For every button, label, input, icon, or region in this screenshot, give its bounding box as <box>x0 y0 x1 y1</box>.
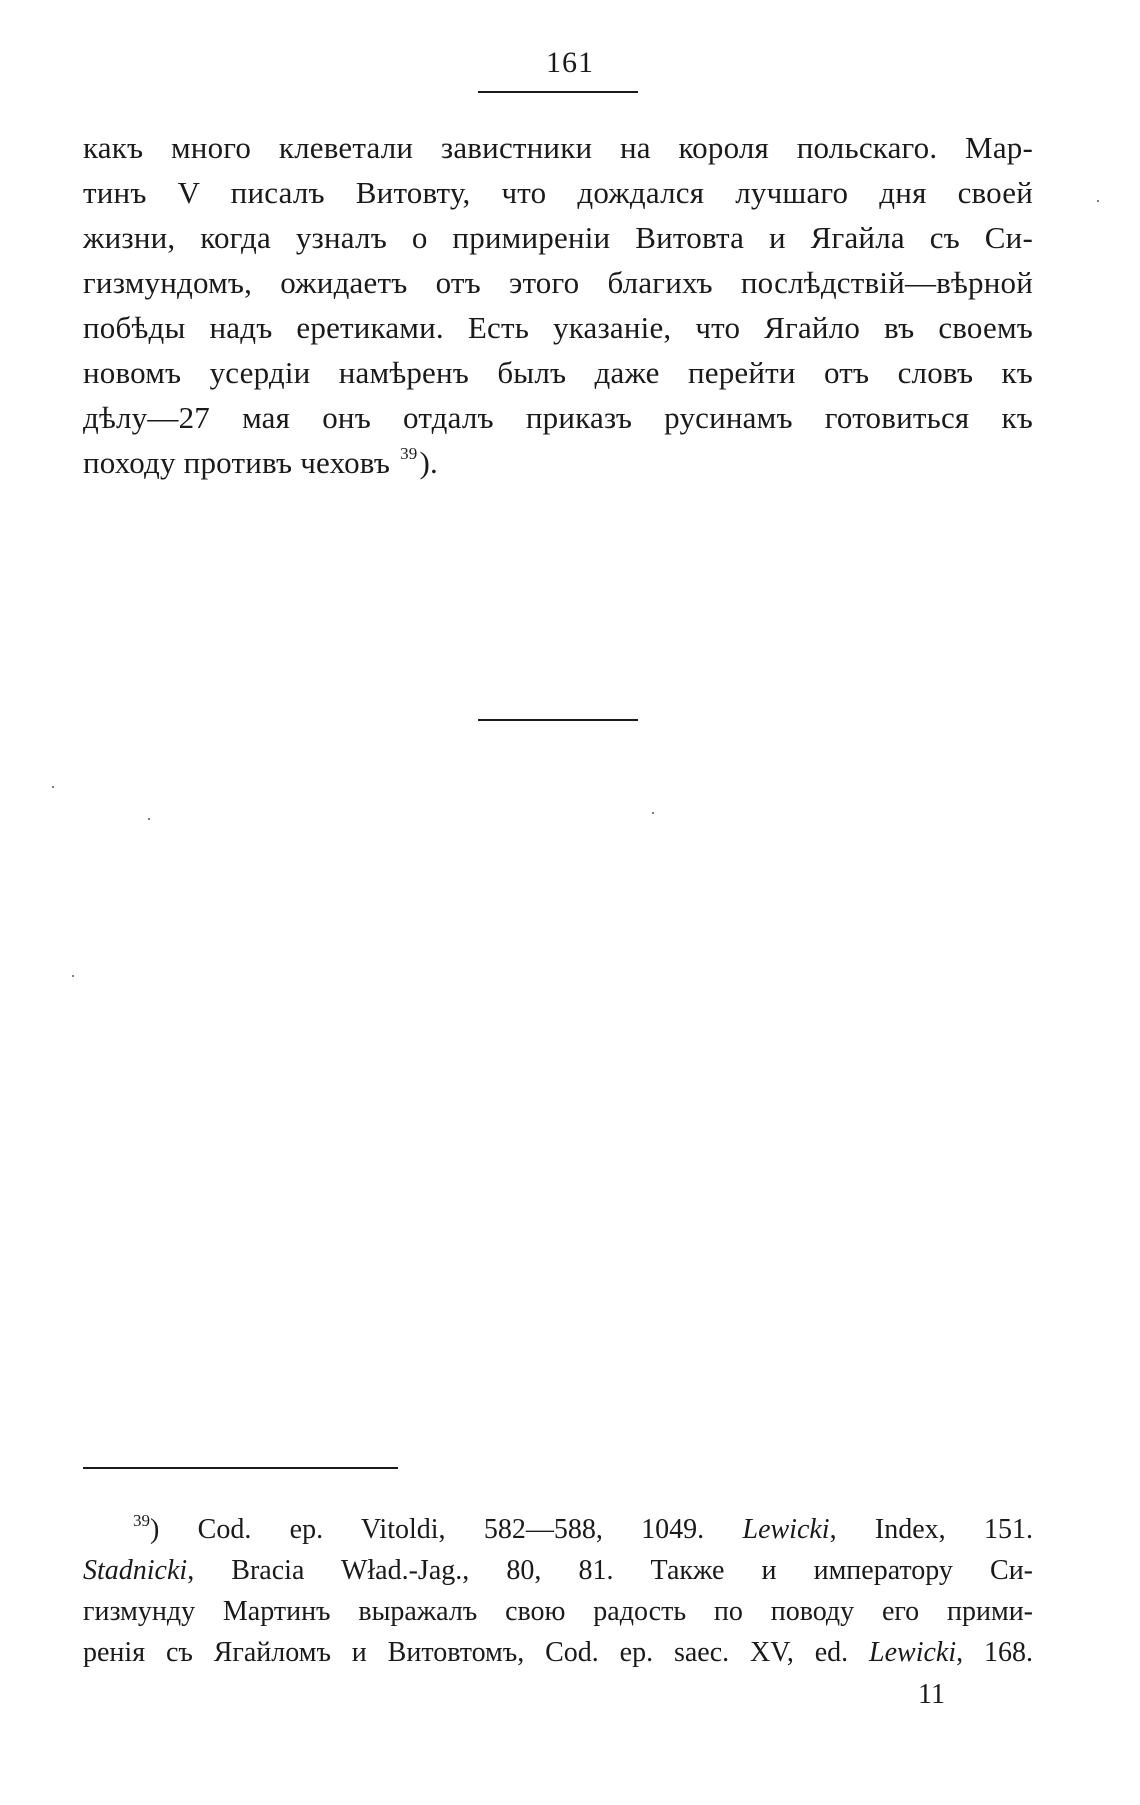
footnote-text: , 168. <box>956 1637 1033 1668</box>
text-line: побѣды надъ еретиками. Есть указаніе, что Ягайло въ своемъ <box>83 310 1033 345</box>
text-line: дѣлу—27 мая онъ отдалъ приказъ русинамъ готовиться къ <box>83 400 1033 435</box>
footnote-author: Stadnicki <box>83 1555 188 1586</box>
text-line: жизни, когда узналъ о примиреніи Витовта и Ягайла съ Си- <box>83 220 1033 255</box>
last-line-text: походу противъ чеховъ <box>83 445 391 480</box>
footnote-line <box>83 1509 1033 1550</box>
footnote-mark: 39 <box>133 1511 150 1530</box>
footnote-line <box>83 1632 1033 1673</box>
paper-speck <box>148 818 150 820</box>
signature-mark: 11 <box>918 1679 945 1710</box>
paper-speck <box>652 812 654 814</box>
paper-speck <box>72 975 74 977</box>
paper-speck <box>1097 200 1099 202</box>
page-number: 161 <box>546 46 594 79</box>
footnote-text: ) Cod. ep. Vitoldi, 582—588, 1049. <box>150 1514 743 1545</box>
footnote-text: , Bracia Wład.-Jag., 80, 81. Также и императору Си- <box>187 1555 1033 1586</box>
text-line: гизмундомъ, ожидаетъ отъ этого благихъ послѣдствій—вѣрной <box>83 265 1033 300</box>
section-divider <box>478 719 638 721</box>
footnote-text: , Index, 151. <box>829 1514 1033 1545</box>
footnote-text: ренія съ Ягайломъ и Витовтомъ, Cod. ep. saec. XV, ed. <box>83 1637 870 1668</box>
footnote-reference[interactable]: 39 <box>400 444 418 463</box>
footnote-author: Lewicki <box>869 1637 957 1668</box>
last-line-end: ). <box>419 445 438 480</box>
footnotes <box>83 1509 1033 1673</box>
main-text <box>83 125 1033 485</box>
footnote-author: Lewicki <box>742 1514 830 1545</box>
text-line: какъ много клеветали завистники на короля польскаго. Мар- <box>83 130 1033 165</box>
footnote-rule <box>83 1467 398 1469</box>
footnote-line: гизмунду Мартинъ выражалъ свою радость по поводу его прими- <box>83 1596 1033 1627</box>
text-line: новомъ усердіи намѣренъ былъ даже перейти отъ словъ къ <box>83 355 1033 390</box>
footnote-line <box>83 1550 1033 1591</box>
text-line-last <box>83 440 1033 485</box>
text-line: тинъ V писалъ Витовту, что дождался лучшаго дня своей <box>83 175 1033 210</box>
header-rule <box>478 91 638 93</box>
paper-speck <box>52 786 54 788</box>
